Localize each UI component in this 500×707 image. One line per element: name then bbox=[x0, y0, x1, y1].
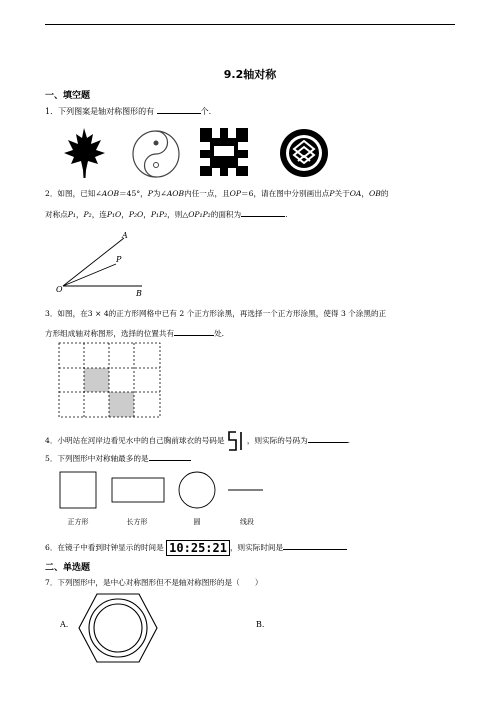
shaded-square bbox=[84, 368, 109, 392]
q6-text: 6．在镜子中看到时钟显示的时间是 bbox=[45, 543, 164, 552]
q4-text: . bbox=[347, 436, 351, 445]
yin-yang-figure bbox=[133, 131, 179, 177]
q2-text: . bbox=[285, 210, 288, 219]
q2-text: 对称点 bbox=[45, 210, 68, 219]
header-rule bbox=[45, 24, 455, 25]
section-fill-blank: 一、填空题 bbox=[45, 91, 91, 101]
label-o: O bbox=[56, 285, 63, 294]
q2-text: ， bbox=[121, 210, 129, 219]
maple-leaf-figure bbox=[64, 128, 105, 178]
q2-math: P₁O bbox=[106, 210, 122, 219]
label-a: A bbox=[122, 231, 128, 240]
square-shape bbox=[60, 472, 96, 508]
q2-math: AOB bbox=[166, 189, 185, 198]
jersey-number-figure bbox=[227, 430, 247, 452]
q3-text: 处. bbox=[214, 329, 225, 338]
segment-op bbox=[63, 264, 116, 286]
caption-square: 正方形 bbox=[67, 518, 89, 526]
q1-text-end: 个. bbox=[200, 107, 212, 116]
q2-math: P₁ bbox=[67, 210, 76, 219]
q3-grid bbox=[58, 342, 164, 420]
q2-math: OP bbox=[229, 189, 242, 198]
q2-text: ，连 bbox=[91, 210, 107, 219]
q2-text: ， bbox=[75, 210, 84, 219]
q2-text: 2．如图，已知∠ bbox=[45, 189, 102, 198]
q5-text: 5．下列图形中对称轴最多的是 bbox=[45, 454, 149, 463]
question-7: 7．下列图形中，是中心对称图形但不是轴对称图形的是（ ） bbox=[45, 578, 263, 587]
caption-segment: 线段 bbox=[240, 518, 254, 526]
question-5 bbox=[45, 451, 457, 465]
q4-text: 4．小明站在河岸边看见水中的自己胸前球衣的号码是 bbox=[45, 436, 225, 445]
q2-text: 的 bbox=[380, 189, 389, 198]
q2-text: ＝6，请在图中分别画出点 bbox=[241, 189, 330, 198]
q2-text: 内任一点，且 bbox=[184, 189, 230, 198]
caption-circle: 圆 bbox=[193, 518, 201, 526]
q2-math: P bbox=[147, 189, 153, 198]
q2-math: OB bbox=[369, 189, 381, 198]
shaded-square bbox=[109, 392, 134, 417]
q2-answer-blank[interactable] bbox=[241, 207, 288, 219]
q2-math: AOB bbox=[101, 189, 120, 198]
question-2 bbox=[45, 188, 457, 200]
rectangle-shape bbox=[112, 478, 164, 502]
label-b: B bbox=[136, 289, 142, 298]
q2-math: OA bbox=[349, 189, 362, 198]
q5-shapes bbox=[58, 470, 278, 512]
option-a-figure[interactable] bbox=[77, 592, 159, 664]
q4-text: ，则实际的号码为 bbox=[246, 436, 308, 445]
q2-text: 关于 bbox=[334, 189, 350, 198]
q2-math: P bbox=[329, 189, 335, 198]
q2-text: 的面积为 bbox=[210, 210, 242, 219]
section-single-choice: 二、单选题 bbox=[45, 563, 91, 573]
q2-math: P₂ bbox=[83, 210, 92, 219]
checkered-block-figure bbox=[200, 128, 248, 176]
q1-answer-blank[interactable] bbox=[157, 104, 201, 114]
ring-logo-figure bbox=[280, 129, 328, 177]
question-3: 3．如图，在3 × 4的正方形网格中已有 2 个正方形涂黑，再选择一个正方形涂黑，使得 3 个涂黑的正 bbox=[45, 309, 387, 318]
q6-answer-blank[interactable] bbox=[283, 540, 347, 550]
q2-text: ， bbox=[361, 189, 370, 198]
mirror-clock-display: 10:25:21 bbox=[166, 540, 230, 556]
question-3-line-2 bbox=[45, 326, 457, 340]
q2-math: OP₁P₂ bbox=[188, 210, 211, 219]
q5-answer-blank[interactable] bbox=[149, 451, 191, 461]
q6-text: ，则实际时间是 bbox=[229, 543, 284, 552]
q1-text: 1．下列图案是轴对称图形的有 bbox=[45, 107, 155, 116]
q2-angle-diagram bbox=[54, 228, 154, 298]
q1-figures bbox=[60, 126, 330, 182]
question-2-line-2 bbox=[45, 207, 457, 221]
page-title: 9.2轴对称 bbox=[223, 68, 277, 81]
question-4 bbox=[45, 430, 457, 452]
circle-shape bbox=[179, 472, 215, 508]
question-6 bbox=[45, 540, 457, 556]
q4-answer-blank[interactable] bbox=[308, 433, 351, 445]
option-a-label[interactable]: A. bbox=[60, 620, 69, 629]
caption-rectangle: 长方形 bbox=[126, 518, 148, 526]
question-1 bbox=[45, 104, 457, 118]
q2-text: 为∠ bbox=[152, 189, 167, 198]
q2-text: ， bbox=[143, 210, 151, 219]
option-b-label[interactable]: B. bbox=[256, 620, 265, 629]
q3-answer-blank[interactable] bbox=[174, 326, 214, 336]
q3-text: 方形组成轴对称图形，选择的位置共有 bbox=[45, 329, 175, 338]
q2-math: P₁P₂ bbox=[150, 210, 168, 219]
ray-oa bbox=[63, 238, 124, 286]
q2-math: P₂O bbox=[128, 210, 144, 219]
label-p: P bbox=[116, 255, 122, 264]
q2-text: ＝45°， bbox=[119, 189, 148, 198]
q2-text: ，则△ bbox=[167, 210, 189, 219]
